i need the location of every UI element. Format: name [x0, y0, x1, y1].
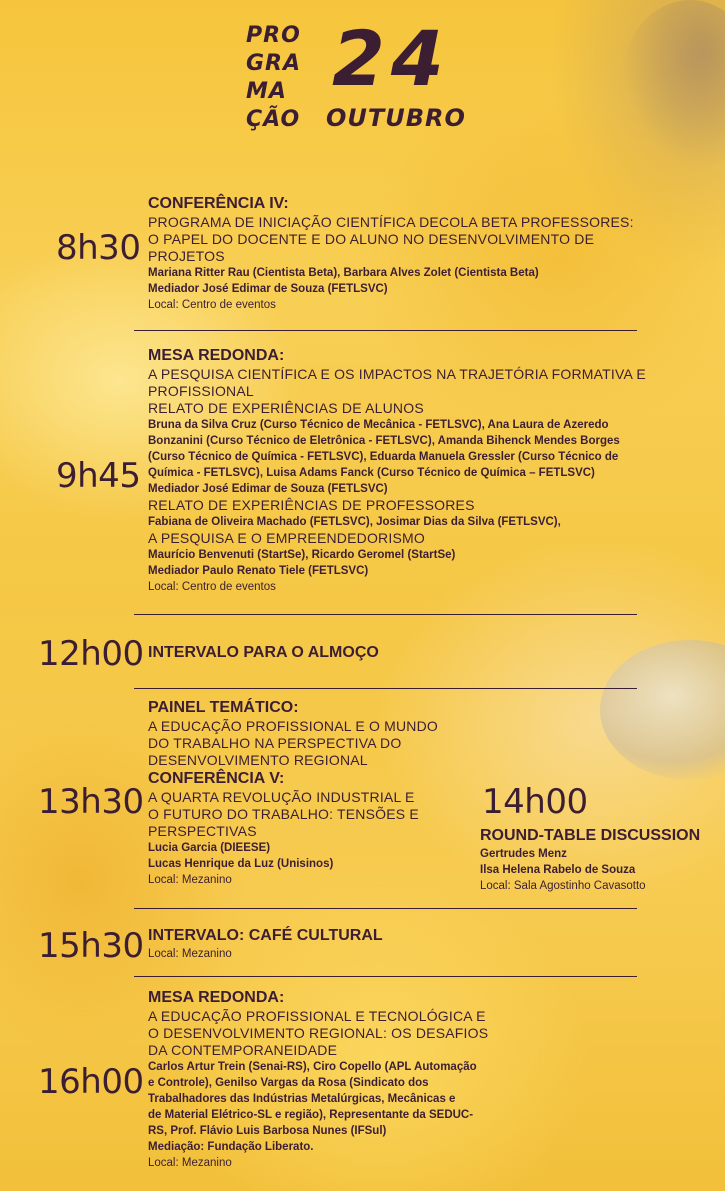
divider: [134, 908, 637, 909]
part-speakers: Bonzanini (Curso Técnico de Eletrônica - FETLSVC), Amanda Bihenck Mendes Borges: [148, 435, 620, 447]
session-time: 14h00: [482, 782, 588, 822]
session-subtitle: DA CONTEMPORANEIDADE: [148, 1042, 338, 1058]
session-speakers: Lucas Henrique da Luz (Unisinos): [148, 858, 334, 870]
event-day: 24: [332, 14, 450, 103]
session-speakers: RS, Prof. Flávio Luis Barbosa Nunes (IFSul): [148, 1125, 387, 1137]
session-speakers: Gertrudes Menz: [480, 848, 567, 860]
session-time: 15h30: [38, 926, 144, 966]
session-mediator: Mediador José Edimar de Souza (FETLSVC): [148, 283, 388, 295]
background-rock-top: [620, 0, 725, 170]
title-line: GRA: [246, 51, 302, 76]
session-block: [148, 988, 488, 1171]
session-subtitle: A EDUCAÇÃO PROFISSIONAL E TECNOLÓGICA E: [148, 1008, 486, 1024]
session-title: MESA REDONDA:: [148, 989, 285, 1006]
divider: [134, 688, 637, 689]
session-title: MESA REDONDA:: [148, 347, 285, 364]
session-time: 16h00: [38, 1062, 144, 1102]
session-subtitle: O FUTURO DO TRABALHO: TENSÕES E: [148, 806, 419, 822]
session-subtitle: PROGRAMA DE INICIAÇÃO CIENTÍFICA DECOLA BETA PROFESSORES:: [148, 214, 634, 230]
session-title: CONFERÊNCIA V:: [148, 770, 285, 787]
session-time: 9h45: [56, 456, 141, 496]
session-speakers: Lucia Garcia (DIEESE): [148, 842, 271, 854]
session-speakers: Ilsa Helena Rabelo de Souza: [480, 864, 636, 876]
session-time: 13h30: [38, 782, 144, 822]
part-title: RELATO DE EXPERIÊNCIAS DE ALUNOS: [148, 400, 424, 416]
session-location: Local: Mezanino: [148, 1157, 232, 1169]
part-mediator: Mediador Paulo Renato Tiele (FETLSVC): [148, 565, 369, 577]
session-subtitle: O DESENVOLVIMENTO REGIONAL: OS DESAFIOS: [148, 1025, 489, 1041]
part-speakers: Química - FETLSVC), Luisa Adams Fanck (Curso Técnico de Química – FETLSVC): [148, 467, 595, 479]
session-title: INTERVALO: CAFÉ CULTURAL: [148, 927, 383, 944]
session-title: ROUND-TABLE DISCUSSION: [480, 827, 701, 844]
session-subtitle: PROJETOS: [148, 248, 225, 264]
session-block: [480, 826, 700, 894]
session-block: [148, 926, 383, 962]
session-speakers: Trabalhadores das Indústrias Metalúrgicas, Mecânicas e: [148, 1093, 456, 1105]
title-line: PRO: [246, 23, 301, 48]
session-speakers: e Controle), Genilso Vargas da Rosa (Sindicato dos: [148, 1077, 429, 1089]
session-subtitle: DO TRABALHO NA PERSPECTIVA DO: [148, 735, 402, 751]
session-subtitle: PERSPECTIVAS: [148, 823, 257, 839]
session-block: [148, 194, 634, 313]
session-speakers: Carlos Artur Trein (Senai-RS), Ciro Copello (APL Automação: [148, 1061, 477, 1073]
part-speakers: Fabiana de Oliveira Machado (FETLSVC), Josimar Dias da Silva (FETLSVC),: [148, 516, 561, 528]
title-line: MA: [246, 79, 287, 104]
session-mediator: Mediação: Fundação Liberato.: [148, 1141, 314, 1153]
event-month: OUTUBRO: [326, 104, 466, 132]
part-title: RELATO DE EXPERIÊNCIAS DE PROFESSORES: [148, 497, 475, 513]
part-speakers: (Curso Técnico de Química - FETLSVC), Eduarda Manuela Gressler (Curso Técnico de: [148, 451, 619, 463]
session-subtitle: DESENVOLVIMENTO REGIONAL: [148, 752, 368, 768]
divider: [134, 614, 637, 615]
part-title: A PESQUISA E O EMPREENDEDORISMO: [148, 530, 425, 546]
session-subtitle: O PAPEL DO DOCENTE E DO ALUNO NO DESENVOLVIMENTO DE: [148, 231, 595, 247]
session-block: [148, 643, 379, 663]
session-block: [148, 346, 646, 595]
session-title: INTERVALO PARA O ALMOÇO: [148, 644, 379, 661]
programacao-title: [246, 22, 301, 134]
part-mediator: Mediador José Edimar de Souza (FETLSVC): [148, 483, 388, 495]
title-line: ÇÃO: [246, 107, 301, 132]
session-time: 8h30: [56, 228, 141, 268]
session-location: Local: Centro de eventos: [148, 299, 276, 311]
session-location: Local: Sala Agostinho Cavasotto: [480, 880, 646, 892]
session-location: Local: Centro de eventos: [148, 581, 276, 593]
session-location: Local: Mezanino: [148, 874, 232, 886]
session-subtitle: A QUARTA REVOLUÇÃO INDUSTRIAL E: [148, 789, 415, 805]
session-title: PAINEL TEMÁTICO:: [148, 699, 299, 716]
session-subtitle: PROFISSIONAL: [148, 383, 254, 399]
divider: [134, 976, 637, 977]
background-rock-right: [600, 640, 725, 780]
session-title: CONFERÊNCIA IV:: [148, 195, 289, 212]
session-subtitle: A EDUCAÇÃO PROFISSIONAL E O MUNDO: [148, 718, 439, 734]
session-speakers: de Material Elétrico-SL e região), Representante da SEDUC-: [148, 1109, 474, 1121]
session-speakers: Mariana Ritter Rau (Cientista Beta), Barbara Alves Zolet (Cientista Beta): [148, 267, 539, 279]
session-location: Local: Mezanino: [148, 948, 232, 960]
part-speakers: Maurício Benvenuti (StartSe), Ricardo Geromel (StartSe): [148, 549, 456, 561]
part-speakers: Bruna da Silva Cruz (Curso Técnico de Mecânica - FETLSVC), Ana Laura de Azeredo: [148, 419, 609, 431]
session-block: [148, 698, 438, 888]
session-time: 12h00: [38, 634, 144, 674]
session-subtitle: A PESQUISA CIENTÍFICA E OS IMPACTOS NA TRAJETÓRIA FORMATIVA E: [148, 366, 646, 382]
divider: [134, 330, 637, 331]
